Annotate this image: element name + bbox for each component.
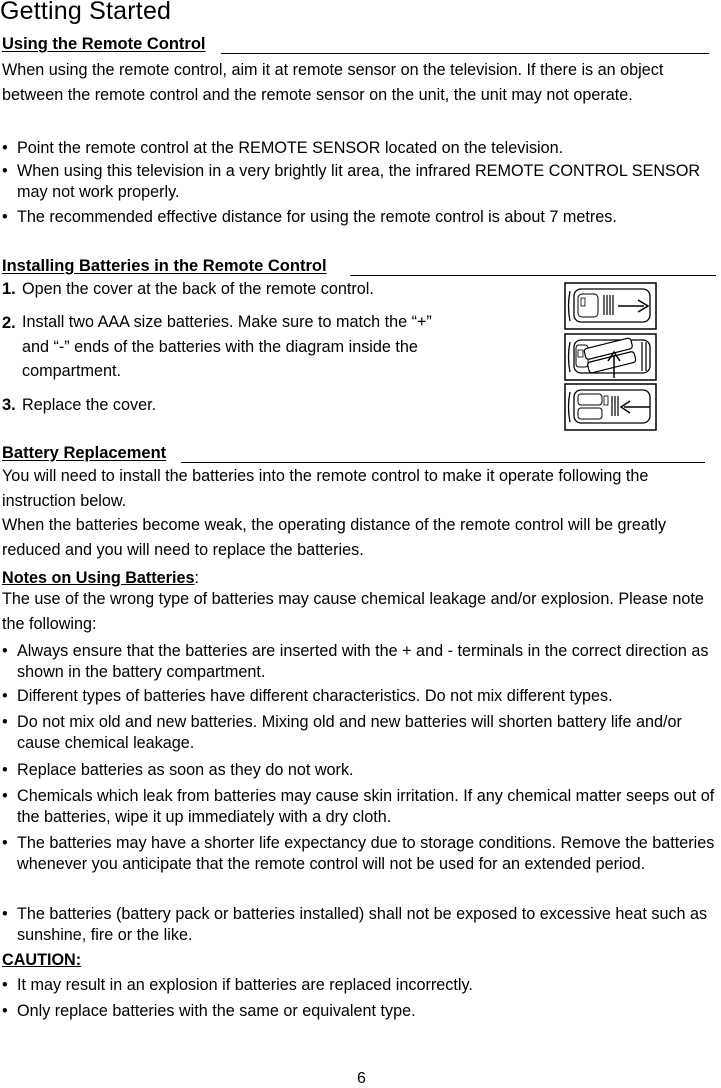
caution-bullet [2, 1001, 721, 1022]
insert-batteries-diagram [564, 333, 657, 381]
note-bullet [2, 712, 721, 754]
bullet-glyph: • [2, 162, 8, 180]
open-cover-diagram [564, 282, 657, 330]
caution-bullet [2, 975, 721, 996]
replacement-para: When the batteries become weak, the operating distance of the remote control will be greatly reduced and you will need to replace the batteries. [2, 516, 667, 559]
step-text: Install two AAA size batteries. Make sure to match the “+” and “-” ends of the batteries with the diagram inside the compartment. [22, 313, 432, 380]
remote-bullet [2, 138, 717, 159]
step-number: 1. [2, 280, 16, 298]
remote-bullet-text: When using this television in a very brightly lit area, the infrared REMOTE CONTROL SENSOR may not work properly. [17, 162, 701, 201]
note-bullet-text: Chemicals which leak from batteries may cause skin irritation. If any chemical matter seeps out of the batteries, wipe it up immediately with a dry cloth. [17, 787, 715, 826]
notes-label: Notes on Using Batteries [2, 569, 195, 587]
section-heading-remote: Using the Remote Control [2, 35, 206, 53]
step-number: 3. [2, 396, 16, 414]
note-bullet-text: Different types of batteries have different characteristics. Do not mix different types. [17, 687, 613, 705]
step-number: 2. [2, 314, 16, 332]
step-text: Open the cover at the back of the remote control. [22, 280, 374, 298]
bullet-glyph: • [2, 787, 8, 805]
remote-bullet [2, 161, 717, 203]
note-bullet [2, 760, 721, 781]
note-bullet [2, 786, 721, 828]
bullet-glyph: • [2, 834, 8, 852]
bullet-glyph: • [2, 976, 8, 994]
section-heading-install: Installing Batteries in the Remote Control [2, 257, 327, 275]
note-bullet-text: The batteries may have a shorter life expectancy due to storage conditions. Remove the batteries whenever you anticipate that the remote control will not be used for an extended period. [17, 834, 715, 873]
step-text: Replace the cover. [22, 396, 157, 414]
remote-bullet [2, 207, 717, 228]
note-bullet [2, 833, 721, 875]
bullet-glyph: • [2, 713, 8, 731]
caution-bullet-text: It may result in an explosion if batteries are replaced incorrectly. [17, 976, 473, 994]
note-bullet-text: Do not mix old and new batteries. Mixing old and new batteries will shorten battery life and/or cause chemical leakage. [17, 713, 682, 752]
bullet-glyph: • [2, 761, 8, 779]
notes-intro: The use of the wrong type of batteries may cause chemical leakage and/or explosion. Please note the following: [2, 590, 704, 633]
note-bullet [2, 686, 721, 707]
note-bullet [2, 641, 721, 683]
bullet-glyph: • [2, 642, 8, 660]
bullet-glyph: • [2, 208, 8, 226]
note-bullet [2, 904, 721, 946]
bullet-glyph: • [2, 905, 8, 923]
replace-cover-diagram [564, 383, 657, 431]
bullet-glyph: • [2, 1002, 8, 1020]
page-title: Getting Started [0, 0, 172, 25]
heading-rule [181, 462, 705, 463]
remote-intro: When using the remote control, aim it at remote sensor on the television. If there is an object between the remote control and the remote sensor on the unit, the unit may not operate. [2, 61, 664, 104]
caution-label: CAUTION: [2, 951, 82, 969]
note-bullet-text: The batteries (battery pack or batteries installed) shall not be exposed to excessive heat such as sunshine, fire or the like. [17, 905, 708, 944]
caution-bullet-text: Only replace batteries with the same or equivalent type. [17, 1002, 416, 1020]
bullet-glyph: • [2, 139, 8, 157]
remote-bullet-text: Point the remote control at the REMOTE SENSOR located on the television. [17, 139, 564, 157]
page-number: 6 [357, 1070, 366, 1087]
bullet-glyph: • [2, 687, 8, 705]
note-bullet-text: Always ensure that the batteries are inserted with the + and - terminals in the correct direction as shown in the battery compartment. [17, 642, 709, 681]
notes-colon: : [194, 569, 199, 587]
heading-rule [221, 53, 709, 54]
remote-bullet-text: The recommended effective distance for using the remote control is about 7 metres. [17, 208, 617, 226]
note-bullet-text: Replace batteries as soon as they do not work. [17, 761, 354, 779]
replacement-para: You will need to install the batteries into the remote control to make it operate following the instruction below. [2, 467, 649, 510]
section-heading-replacement: Battery Replacement [2, 444, 167, 462]
